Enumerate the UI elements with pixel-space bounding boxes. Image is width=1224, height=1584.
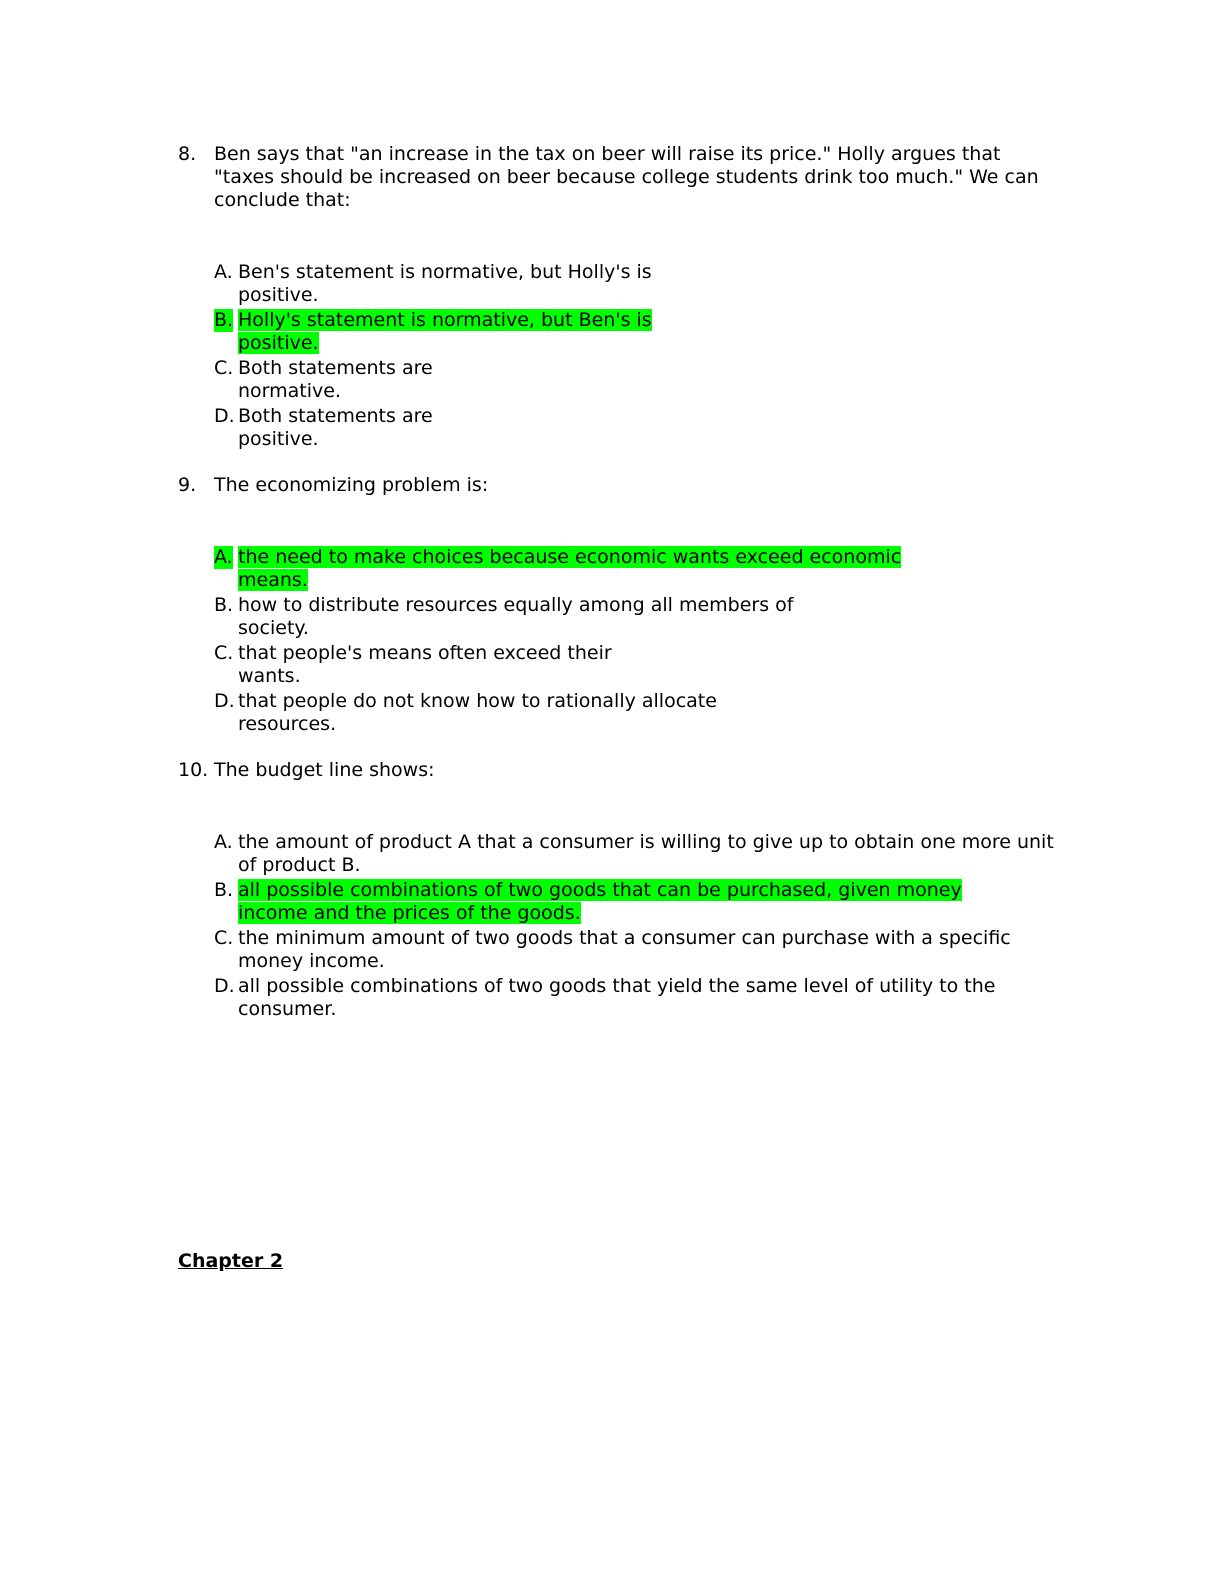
question-stem: Ben says that "an increase in the tax on beer will raise its price." Holly argues that "taxes should be increased on beer because college students drink too much." We can conclude that: [214, 143, 1039, 211]
option-a-highlighted [214, 546, 958, 592]
option-letter: B. [214, 309, 234, 331]
option-b-highlighted [214, 879, 1028, 925]
option-letter: B. [214, 879, 234, 901]
option-letter: D. [214, 975, 235, 997]
question-number: 10. [178, 759, 209, 781]
question-10 [178, 759, 1054, 1023]
option-letter: C. [214, 642, 234, 664]
option-b [214, 594, 848, 640]
option-a [214, 831, 1072, 877]
answer-options [214, 261, 1048, 451]
option-text: the amount of product A that a consumer is willing to give up to obtain one more unit of product B. [238, 831, 1054, 876]
option-text: Holly's statement is normative, but Ben's is positive. [238, 309, 652, 354]
option-text: Both statements are normative. [238, 357, 433, 402]
question-9 [178, 474, 1048, 738]
option-a [214, 261, 698, 307]
option-b-highlighted [214, 309, 698, 355]
question-stem: The budget line shows: [214, 759, 435, 781]
option-text: the minimum amount of two goods that a consumer can purchase with a specific money income. [238, 927, 1011, 972]
question-number: 8. [178, 143, 197, 165]
option-c [214, 927, 1072, 973]
option-letter: A. [214, 831, 233, 853]
question-8 [178, 143, 1048, 453]
answer-options [214, 546, 1048, 736]
option-letter: D. [214, 405, 235, 427]
chapter-heading: Chapter 2 [178, 1250, 284, 1272]
option-c [214, 357, 478, 403]
question-number: 9. [178, 474, 197, 496]
option-text: all possible combinations of two goods that yield the same level of utility to the consumer. [238, 975, 996, 1020]
option-letter: B. [214, 594, 234, 616]
option-letter: C. [214, 357, 234, 379]
option-text: Ben's statement is normative, but Holly's is positive. [238, 261, 652, 306]
option-text: that people's means often exceed their wants. [238, 642, 612, 687]
question-stem: The economizing problem is: [214, 474, 489, 496]
option-text: Both statements are positive. [238, 405, 433, 450]
answer-options [214, 831, 1054, 1021]
option-letter: A. [214, 546, 233, 568]
option-text: how to distribute resources equally among all members of society. [238, 594, 794, 639]
option-text: that people do not know how to rationally allocate resources. [238, 690, 717, 735]
option-letter: C. [214, 927, 234, 949]
option-d [214, 405, 478, 451]
option-d [214, 690, 768, 736]
option-text: all possible combinations of two goods that can be purchased, given money income and the prices of the goods. [238, 879, 962, 924]
option-letter: D. [214, 690, 235, 712]
option-c [214, 642, 658, 688]
option-text: the need to make choices because economic wants exceed economic means. [238, 546, 902, 591]
option-d [214, 975, 1072, 1021]
option-letter: A. [214, 261, 233, 283]
